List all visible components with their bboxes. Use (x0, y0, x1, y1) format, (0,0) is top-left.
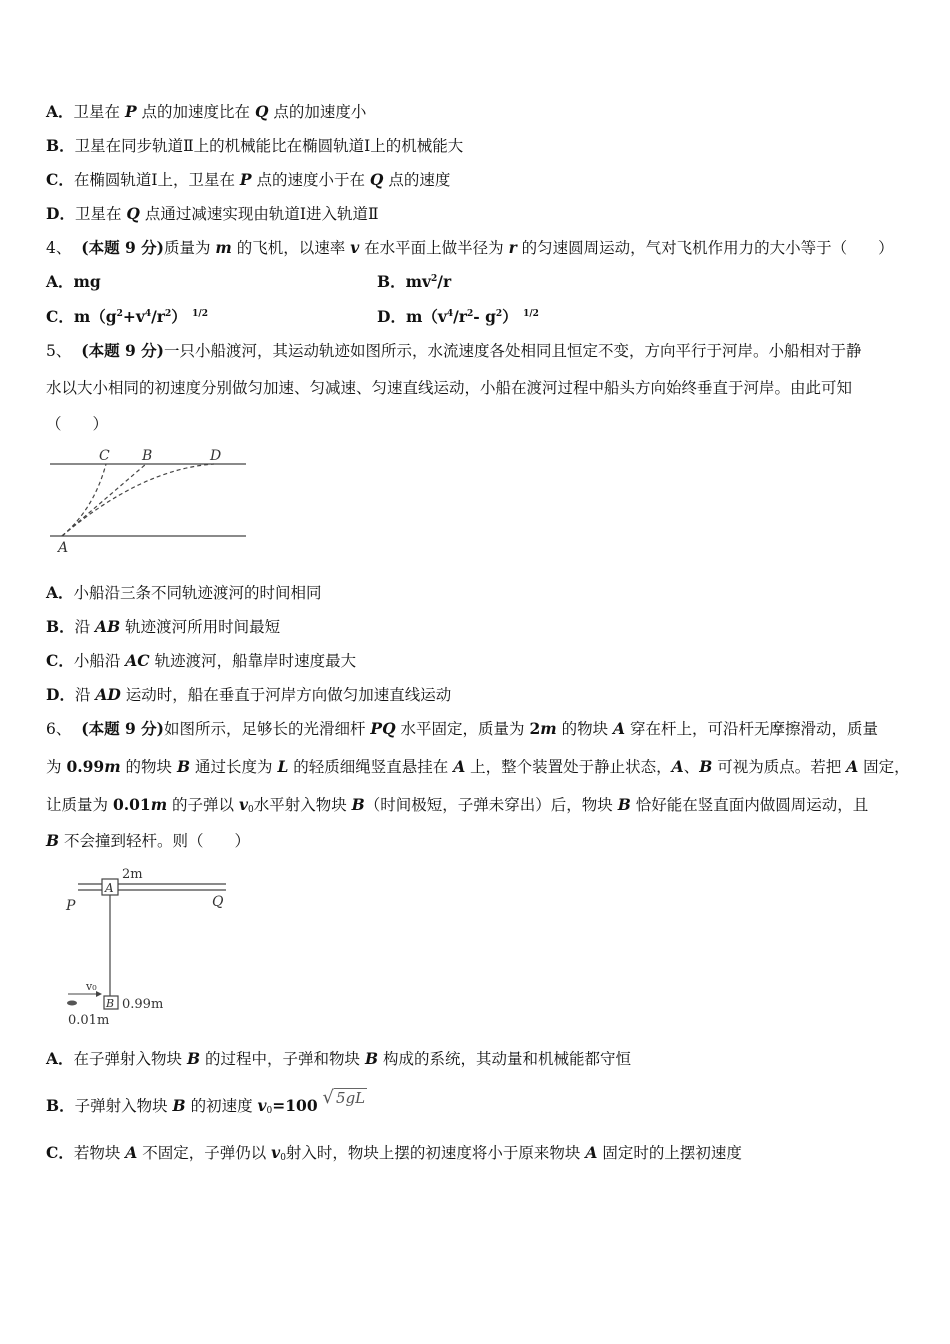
label-001m: 0.01m (68, 1013, 110, 1028)
label-v0: v₀ (86, 980, 97, 993)
q6-rod-figure (60, 866, 240, 1028)
q5-stem-line3: （ ） (46, 415, 109, 433)
q5-option-a: A．小船沿三条不同轨迹渡河的时间相同 (46, 583, 322, 602)
label-d: D (210, 448, 222, 464)
label-2m: 2m (122, 867, 143, 882)
q6-option-b: B．子弹射入物块 B 的初速度 $v_0=100$ √ 5gL (46, 1087, 366, 1116)
label-p: P (66, 898, 76, 914)
q4-option-b: B．$mv^2/r$ (377, 272, 452, 291)
q3-option-a: A．卫星在 P 点的加速度比在 Q 点的加速度小 (46, 102, 367, 121)
q5-option-d: D．沿 AD 运动时，船在垂直于河岸方向做匀加速直线运动 (46, 685, 452, 704)
trajectory-ad (62, 464, 214, 536)
q5-stem-line2: 水以大小相同的初速度分别做匀加速、匀减速、匀速直线运动，小船在渡河过程中船头方向始终垂直于河岸。由此可知 (46, 379, 853, 397)
arrow-head (96, 991, 102, 997)
q4-option-a: A．mg (46, 272, 101, 291)
q4-option-c: C．$m(g^2+v^4/r^2)$ $^{1/2}$ (46, 307, 208, 326)
trajectory-ac (62, 464, 106, 536)
label-b: B (142, 448, 153, 464)
sqrt-expression: √ 5gL (322, 1087, 366, 1108)
label-q: Q (212, 894, 224, 910)
q6-stem-line3: 让质量为 0.01m 的子弹以 $v_0$水平射入物块 B（时间极短，子弹未穿出）后，物块 B 恰好能在竖直面内做圆周运动，且 (46, 795, 869, 815)
q6-stem-line1: 6、 (本题 9 分)如图所示，足够长的光滑细杆 PQ 水平固定，质量为 2m 的物块 A 穿在杆上，可沿杆无摩擦滑动，质量 (46, 719, 878, 738)
q5-river-figure (46, 444, 251, 556)
svg-text:A: A (105, 881, 114, 895)
svg-text:B: B (106, 997, 115, 1010)
q5-option-b: B．沿 AB 轨迹渡河所用时间最短 (46, 617, 281, 636)
q3-option-d: D．卫星在 Q 点通过减速实现由轨道Ⅰ进入轨道Ⅱ (46, 204, 379, 223)
q4-option-d: D．$m(v^4/r^2-$ $g^2$） $^{1/2}$ (377, 307, 539, 326)
q5-stem-line1: 5、 (本题 9 分)一只小船渡河，其运动轨迹如图所示，水流速度各处相同且恒定不变，方向平行于河岸。小船相对于静 (46, 341, 862, 360)
q6-stem-line2: 为 0.99m 的物块 B 通过长度为 L 的轻质细绳竖直悬挂在 A 上，整个装置处于静止状态，A、B 可视为质点。若把 A 固定， (46, 757, 910, 776)
q6-option-a: A．在子弹射入物块 B 的过程中，子弹和物块 B 构成的系统，其动量和机械能都守恒 (46, 1049, 631, 1068)
q6-stem-line4: B 不会撞到轻杆。则（ ） (46, 831, 251, 850)
q6-option-c: C．若物块 A 不固定，子弹仍以 $v_0$射入时，物块上摆的初速度将小于原来物块 A 固定时的上摆初速度 (46, 1143, 742, 1163)
label-099m: 0.99m (122, 997, 164, 1012)
label-a: A (58, 540, 69, 556)
bullet (67, 1001, 77, 1006)
label-c: C (99, 448, 110, 464)
q4-stem: 4、 (本题 9 分)质量为 m 的飞机，以速率 v 在水平面上做半径为 r 的匀速圆周运动，气对飞机作用力的大小等于（ ） (46, 238, 894, 257)
q3-option-c: C．在椭圆轨道Ⅰ上，卫星在 P 点的速度小于在 Q 点的速度 (46, 170, 451, 189)
q3-option-b: B．卫星在同步轨道Ⅱ上的机械能比在椭圆轨道Ⅰ上的机械能大 (46, 136, 464, 155)
q5-option-c: C．小船沿 AC 轨迹渡河，船靠岸时速度最大 (46, 651, 357, 670)
